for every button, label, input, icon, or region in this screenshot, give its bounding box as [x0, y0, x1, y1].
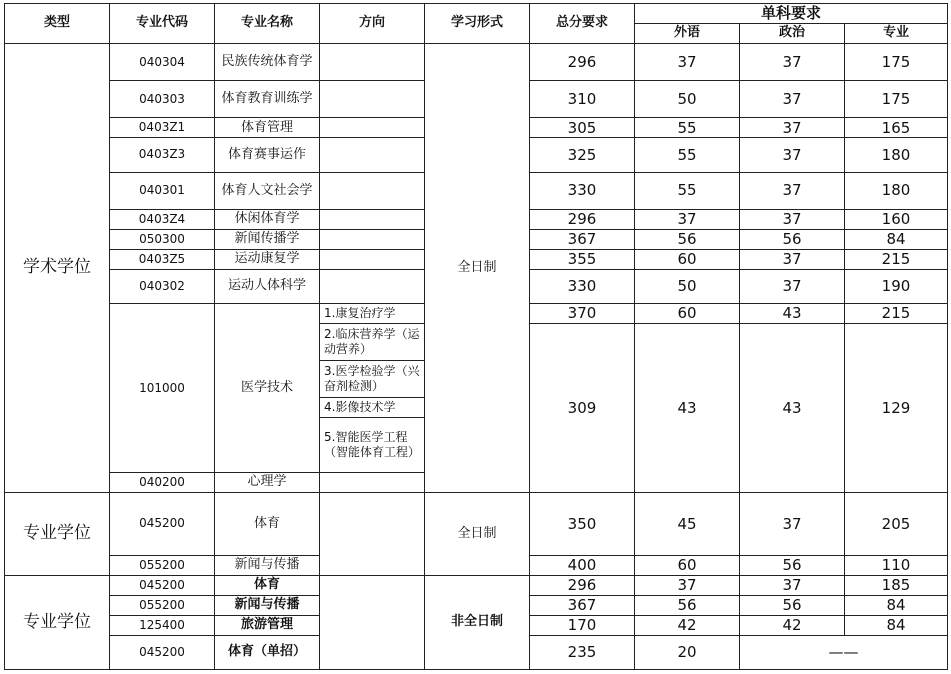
direction-cell — [320, 209, 425, 229]
major-score: 205 — [845, 492, 948, 555]
major-code: 125400 — [110, 615, 215, 635]
major-name: 体育（单招） — [215, 635, 320, 669]
direction-cell — [320, 229, 425, 249]
politics-score: 37 — [740, 44, 845, 81]
total-score: 305 — [530, 118, 635, 138]
major-code: 101000 — [110, 304, 215, 473]
major-name: 体育 — [215, 492, 320, 555]
major-score: 215 — [845, 250, 948, 270]
major-score: 185 — [845, 576, 948, 596]
major-code: 040303 — [110, 81, 215, 118]
major-score: 180 — [845, 172, 948, 209]
foreign-score: 37 — [635, 576, 740, 596]
major-name: 新闻与传播 — [215, 595, 320, 615]
foreign-score: 20 — [635, 635, 740, 669]
header-type: 类型 — [5, 4, 110, 44]
mode-professional-ft: 全日制 — [425, 492, 530, 575]
table-row — [5, 492, 948, 555]
mode-academic: 全日制 — [425, 44, 530, 493]
politics-score: 37 — [740, 118, 845, 138]
header-mode: 学习形式 — [425, 4, 530, 44]
direction-cell: 3.医学检验学（兴奋剂检测） — [320, 361, 425, 398]
direction-cell: 4.影像技术学 — [320, 398, 425, 417]
group-professional-pt: 专业学位 — [5, 576, 110, 670]
major-code: 045200 — [110, 635, 215, 669]
total-score: 400 — [530, 556, 635, 576]
major-code: 040304 — [110, 44, 215, 81]
foreign-score: 42 — [635, 615, 740, 635]
major-code: 0403Z1 — [110, 118, 215, 138]
major-name: 民族传统体育学 — [215, 44, 320, 81]
foreign-score: 60 — [635, 250, 740, 270]
politics-score: 37 — [740, 172, 845, 209]
major-name: 体育管理 — [215, 118, 320, 138]
major-name: 体育人文社会学 — [215, 172, 320, 209]
total-score: 367 — [530, 595, 635, 615]
politics-score: 37 — [740, 209, 845, 229]
direction-cell — [320, 250, 425, 270]
politics-score: 37 — [740, 250, 845, 270]
total-score: 170 — [530, 615, 635, 635]
foreign-score: 60 — [635, 304, 740, 324]
major-score: 84 — [845, 595, 948, 615]
major-code: 055200 — [110, 556, 215, 576]
foreign-score: 55 — [635, 138, 740, 172]
major-score: 84 — [845, 615, 948, 635]
major-score: 175 — [845, 81, 948, 118]
total-score: 325 — [530, 138, 635, 172]
header-direction: 方向 — [320, 4, 425, 44]
major-name: 医学技术 — [215, 304, 320, 473]
direction-cell — [320, 81, 425, 118]
major-code: 045200 — [110, 492, 215, 555]
direction-cell — [320, 576, 425, 670]
major-code: 040301 — [110, 172, 215, 209]
header-politics: 政治 — [740, 24, 845, 44]
major-name: 体育 — [215, 576, 320, 596]
total-score: 309 — [530, 323, 635, 492]
header-single: 单科要求 — [635, 4, 948, 24]
major-code: 0403Z4 — [110, 209, 215, 229]
foreign-score: 56 — [635, 229, 740, 249]
major-name: 运动康复学 — [215, 250, 320, 270]
major-score: 190 — [845, 269, 948, 303]
major-name: 体育教育训练学 — [215, 81, 320, 118]
politics-score: 43 — [740, 304, 845, 324]
direction-cell — [320, 492, 425, 575]
major-name: 运动人体科学 — [215, 269, 320, 303]
group-academic: 学术学位 — [5, 44, 110, 493]
merged-single-score: —— — [740, 635, 948, 669]
politics-score: 42 — [740, 615, 845, 635]
direction-cell — [320, 44, 425, 81]
politics-score: 43 — [740, 323, 845, 492]
major-score: 175 — [845, 44, 948, 81]
score-requirements-table — [4, 3, 948, 670]
direction-cell — [320, 472, 425, 492]
foreign-score: 55 — [635, 172, 740, 209]
mode-professional-pt: 非全日制 — [425, 576, 530, 670]
total-score: 330 — [530, 269, 635, 303]
major-score: 129 — [845, 323, 948, 492]
major-name: 新闻传播学 — [215, 229, 320, 249]
total-score: 350 — [530, 492, 635, 555]
politics-score: 56 — [740, 595, 845, 615]
total-score: 310 — [530, 81, 635, 118]
major-code: 040302 — [110, 269, 215, 303]
major-score: 215 — [845, 304, 948, 324]
major-score: 160 — [845, 209, 948, 229]
header-name: 专业名称 — [215, 4, 320, 44]
foreign-score: 45 — [635, 492, 740, 555]
foreign-score: 55 — [635, 118, 740, 138]
major-name: 新闻与传播 — [215, 556, 320, 576]
politics-score: 37 — [740, 576, 845, 596]
direction-cell: 5.智能医学工程（智能体育工程） — [320, 417, 425, 472]
total-score: 235 — [530, 635, 635, 669]
foreign-score: 37 — [635, 209, 740, 229]
major-name: 休闲体育学 — [215, 209, 320, 229]
major-score: 84 — [845, 229, 948, 249]
direction-cell — [320, 118, 425, 138]
total-score: 296 — [530, 576, 635, 596]
table-row — [5, 576, 948, 596]
table-row — [5, 44, 948, 81]
politics-score: 56 — [740, 556, 845, 576]
major-code: 055200 — [110, 595, 215, 615]
header-code: 专业代码 — [110, 4, 215, 44]
major-name: 旅游管理 — [215, 615, 320, 635]
politics-score: 37 — [740, 492, 845, 555]
total-score: 330 — [530, 172, 635, 209]
total-score: 355 — [530, 250, 635, 270]
header-foreign: 外语 — [635, 24, 740, 44]
foreign-score: 50 — [635, 269, 740, 303]
major-score: 165 — [845, 118, 948, 138]
total-score: 367 — [530, 229, 635, 249]
direction-cell — [320, 138, 425, 172]
major-score: 110 — [845, 556, 948, 576]
foreign-score: 56 — [635, 595, 740, 615]
header-total: 总分要求 — [530, 4, 635, 44]
total-score: 296 — [530, 209, 635, 229]
foreign-score: 50 — [635, 81, 740, 118]
major-code: 0403Z3 — [110, 138, 215, 172]
politics-score: 37 — [740, 81, 845, 118]
politics-score: 56 — [740, 229, 845, 249]
major-code: 045200 — [110, 576, 215, 596]
major-code: 040200 — [110, 472, 215, 492]
total-score: 296 — [530, 44, 635, 81]
header-major: 专业 — [845, 24, 948, 44]
politics-score: 37 — [740, 138, 845, 172]
direction-cell: 2.临床营养学（运动营养） — [320, 323, 425, 360]
major-score: 180 — [845, 138, 948, 172]
group-professional-ft: 专业学位 — [5, 492, 110, 575]
direction-cell — [320, 269, 425, 303]
total-score: 370 — [530, 304, 635, 324]
foreign-score: 37 — [635, 44, 740, 81]
major-code: 0403Z5 — [110, 250, 215, 270]
major-code: 050300 — [110, 229, 215, 249]
major-name: 心理学 — [215, 472, 320, 492]
direction-cell — [320, 172, 425, 209]
foreign-score: 43 — [635, 323, 740, 492]
major-name: 体育赛事运作 — [215, 138, 320, 172]
politics-score: 37 — [740, 269, 845, 303]
foreign-score: 60 — [635, 556, 740, 576]
direction-cell: 1.康复治疗学 — [320, 304, 425, 324]
